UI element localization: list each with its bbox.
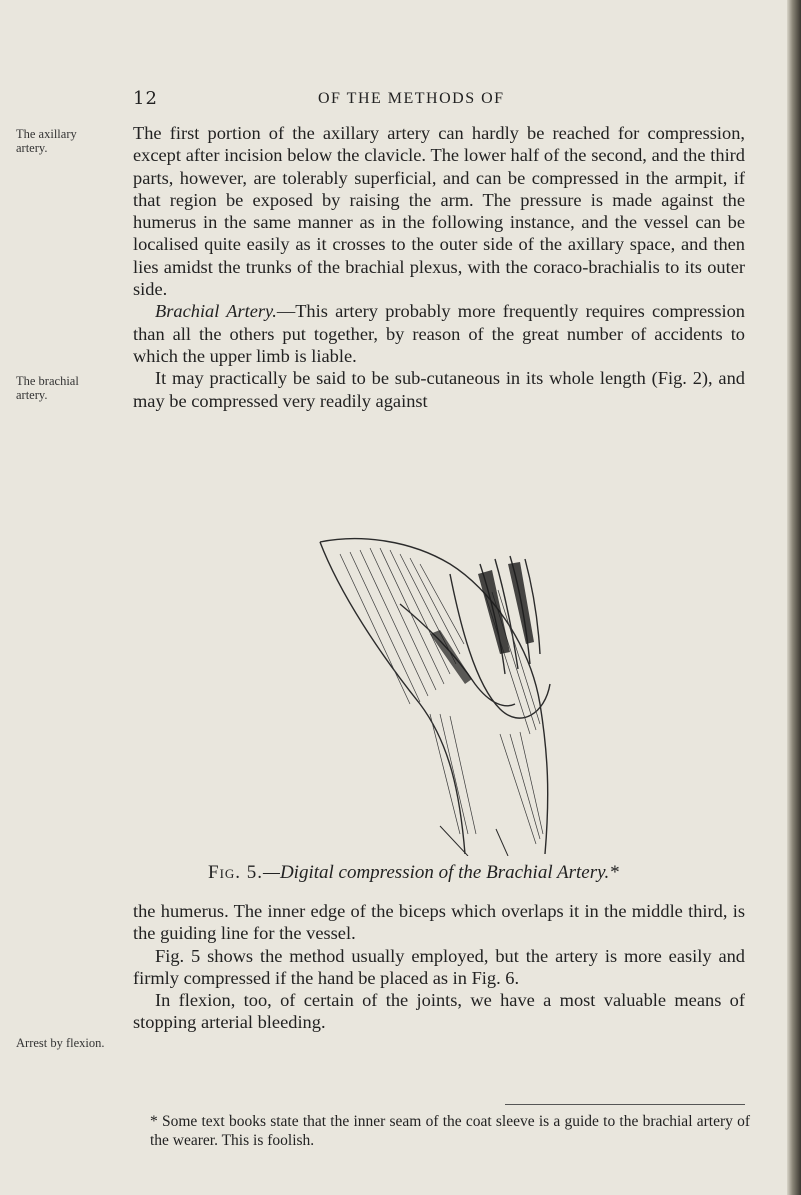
running-head	[0, 88, 801, 112]
brachial-body: —This artery probably more frequently requires compression than all the others put together, by reason of the great number of accidents to which the upper limb is liable.	[133, 301, 745, 366]
footnote: * Some text books state that the inner seam of the coat sleeve is a guide to the brachial artery of the wearer. This is foolish.	[150, 1113, 750, 1149]
paragraph-fig5: Fig. 5 shows the method usually employed, but the artery is more easily and firmly compressed if the hand be placed as in Fig. 6.	[133, 945, 745, 988]
margin-note-axillary: The axillary artery.	[16, 127, 77, 155]
figure-label: Fig. 5.	[208, 862, 264, 883]
running-head-title: OF THE METHODS OF	[318, 90, 505, 107]
margin-note-brachial: The brachial artery.	[16, 374, 79, 402]
brachial-heading: Brachial Artery.	[155, 301, 277, 322]
paragraph-axillary: The first portion of the axillary artery can hardly be reached for compression, except after incision below the clavicle. The lower half of the second, and the third parts, however, are tolerably superficial, and can be compressed in the armpit, if that region be exposed by raising the arm. The pressure is made against the humerus in the same manner as in the following instance, and the vessel can be localised quite easily as it crosses to the outer side of the axillary space, and then lies amidst the trunks of the brachial plexus, with the coraco-brachialis to its outer side.	[133, 123, 745, 300]
paragraph-humerus: the humerus. The inner edge of the biceps which overlaps it in the middle third, is the guiding line for the vessel.	[133, 901, 745, 944]
margin-note-flexion: Arrest by flexion.	[16, 1036, 105, 1050]
figure-title: —Digital compression of the Brachial Artery.*	[263, 862, 619, 883]
paragraph-brachial	[133, 300, 745, 367]
page-number: 12	[133, 88, 158, 109]
paragraph-subcutaneous: It may practically be said to be sub-cutaneous in its whole length (Fig. 2), and may be compressed very readily against	[133, 368, 745, 411]
footnote-divider	[505, 1104, 745, 1105]
text-block-lower	[133, 900, 745, 1034]
figure-illustration	[300, 534, 618, 856]
figure-caption	[208, 862, 728, 884]
page-edge-shadow	[787, 0, 801, 1195]
paragraph-flexion: In flexion, too, of certain of the joints, we have a most valuable means of stopping arterial bleeding.	[133, 990, 745, 1033]
arm-compression-drawing	[300, 534, 618, 856]
text-block-upper	[133, 122, 745, 412]
